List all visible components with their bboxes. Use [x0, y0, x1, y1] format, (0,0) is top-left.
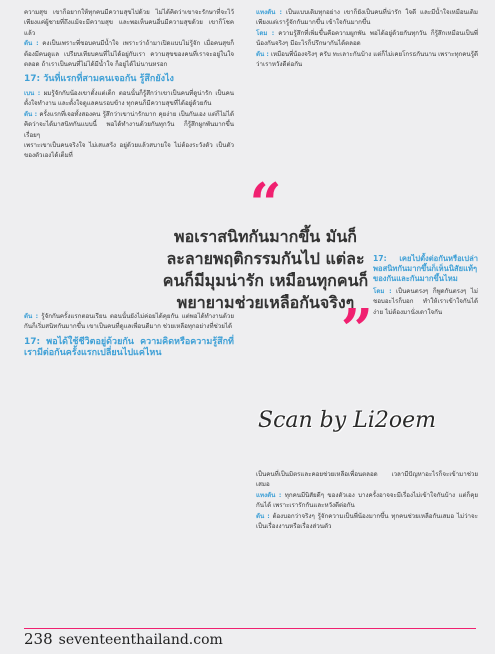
speaker-label: โดม : [256, 29, 275, 37]
right-para-2 [256, 29, 478, 50]
right-para-1 [256, 8, 478, 29]
question-heading-1: 17: วันที่แรกที่สามคนเจอกัน รู้สึกยังไง [24, 74, 174, 85]
speaker-label: ตัน : [256, 512, 270, 520]
right-para-4-text: เป็นคนตรงๆ ก็พูดกันตรงๆ ไม่ชอบอะไรก็บอก ทำให้เราเข้าใจกันได้ง่าย ไม่ต้องมานั่งเดาใจกัน [373, 288, 478, 316]
footer-rule [24, 628, 476, 629]
open-quote-mark: “ [249, 171, 282, 237]
left-para-5: เพราะเขาเป็นคนจริงใจ ไม่เสแสร้ง อยู่ด้วยแล้วสบายใจ ไม่ต้องระวังตัว เป็นตัวของตัวเองได้เต็มที่ [24, 141, 234, 160]
right-para-1-text: เป็นแบบเดิมทุกอย่าง เขาก็ยังเป็นคนที่น่ารัก ใจดี และมีน้ำใจเหมือนเดิม เพียงแต่เรารู้จักกันมากขึ้น เข้าใจกันมากขึ้น [256, 9, 478, 27]
right-para-6 [256, 491, 478, 512]
speaker-label: เบน : [24, 89, 41, 97]
speaker-label: โดม : [373, 288, 392, 295]
right-column-narrow [373, 250, 478, 318]
speaker-label: แทงตัน : [256, 9, 282, 16]
right-para-6-text: ทุกคนมีนิสัยดีๆ ของตัวเอง บางครั้งอาจจะมีเรื่องไม่เข้าใจกันบ้าง แต่ก็คุยกันได้ เพราะเรารักกันและหวังดีต่อกัน [256, 491, 478, 510]
right-para-7 [256, 512, 478, 533]
right-para-2-text: ความรู้สึกที่เพิ่มขึ้นคือความผูกพัน พอได้อยู่ด้วยกันทุกวัน ก็รู้สึกเหมือนเป็นพี่น้องกันจริงๆ มีอะไรก็ปรึกษากันได้ตลอด [256, 29, 479, 48]
page-number: 238 [24, 630, 53, 648]
right-para-3 [256, 50, 478, 71]
left-para-4-text: ครั้งแรกที่เจอทั้งสองคน รู้สึกว่าเขาน่ารักมาก คุยง่าย เป็นกันเอง แต่ก็ไม่ได้คิดว่าจะได้มาสนิทกันแบบนี้ พอได้ทำงานด้วยกันทุกวัน ก็รู้สึกผูกพันมากขึ้นเรื่อยๆ [24, 110, 234, 139]
left-para-3-text: ผมรู้จักกับน้องเขาตั้งแต่เด็ก ตอนนั้นก็รู้สึกว่าเขาเป็นคนที่ดูน่ารัก เป็นคนตั้งใจทำงาน และตั้งใจดูแลคนรอบข้าง ทุกคนก็มีความสุขที่ได้อยู่ด้วยกัน [24, 89, 235, 108]
question-heading-3: 17: เคยไปตั้งต่อกันหรือเปล่า พอสนิทกันมากขึ้นก็เห็นนิสัยแท้ๆ ของกันและกันมากขึ้นไหม [373, 254, 478, 283]
right-column-bottom [256, 470, 478, 532]
speaker-label: แทงตัน : [256, 491, 282, 499]
right-para-7-text: ต้องบอกว่าจริงๆ รู้จักความเป็นพี่น้องมากขึ้น ทุกคนช่วยเหลือกันเสมอ ไม่ว่าจะเป็นเรื่องงานหรือเรื่องส่วนตัว [256, 512, 478, 531]
left-para-4 [24, 110, 234, 141]
footer-site: seventeenthailand.com [58, 632, 223, 648]
left-para-2-text: คงเป็นเพราะพี่ชอบคนมีน้ำใจ เพราะว่าถ้ามาเปิดแบบไม่รู้จัก เมื่อคนสุขก็ต้องมีคนดูแล เปรียบเทียบคนที่ไม่ได้อยู่กับเรา ความสุขของคนที่เราจะอยู่ในใจตลอด ถ้าเราเป็นคนที่ไม่ได้มีน้ำใจ ก็อยู่ได้ไม่นานหรอก [24, 40, 234, 69]
right-column-top [256, 8, 478, 70]
close-quote-mark: ” [340, 297, 373, 363]
question-heading-2: 17: พอได้ใช้ชีวิตอยู่ด้วยกัน ความคิดหรือความรู้สึกที่เรามีต่อกันครั้งแรกเปลี่ยนไปแค่ไหน [24, 336, 234, 359]
left-para-6-text: รู้จักกันครั้งแรกตอนเรียน ตอนนั้นยังไม่ค่อยได้คุยกัน แต่พอได้ทำงานด้วยกันก็เริ่มสนิทกันมากขึ้น เขาเป็นคนที่ดูแลเพื่อนดีมาก ช่วยเหลือทุกอย่างที่ช่วยได้ [24, 312, 234, 331]
speaker-label: ตัน : [24, 312, 39, 320]
left-para-3 [24, 89, 234, 110]
right-para-3-text: เหมือนพี่น้องจริงๆ ครับ ทะเลาะกันบ้าง แต่ก็ไม่เคยโกรธกันนาน เพราะทุกคนรู้ดีว่าเราหวังดีต่อกัน [256, 50, 478, 69]
right-para-4 [373, 287, 478, 318]
speaker-label: ตัน : [24, 40, 39, 48]
left-para-1: ความสุข เขาก็อยากให้ทุกคนมีความสุขไปด้วย ไม่ได้คิดว่าเขาจะรักษาที่จะไว้เพียงแค่ผู้ชายที่ถึงแม้จะมีความสุข และพอเห็นคนอื่นมีความสุขด้วย เขาก็โชคแล้ว [24, 9, 234, 37]
pull-quote-text: พอเราสนิทกันมากขึ้น มันก็ละลายพฤติกรรมกันไป แต่ละคนก็มีมุมน่ารัก เหมือนทุกคนก็พยายามช่วยเหลือกันจริงๆ [162, 227, 369, 312]
page-footer [24, 630, 223, 648]
right-para-5: เป็นคนที่เป็นมิตรและคอยช่วยเหลือเพื่อนตลอด เวลามีปัญหาอะไรก็จะเข้ามาช่วยเสมอ [256, 471, 478, 489]
left-para-2 [24, 39, 234, 70]
pull-quote [158, 171, 373, 363]
speaker-label: ตัน : [24, 110, 38, 118]
scanner-watermark: Scan by Li2oem [258, 408, 436, 433]
speaker-label: ตัน : [256, 50, 269, 58]
